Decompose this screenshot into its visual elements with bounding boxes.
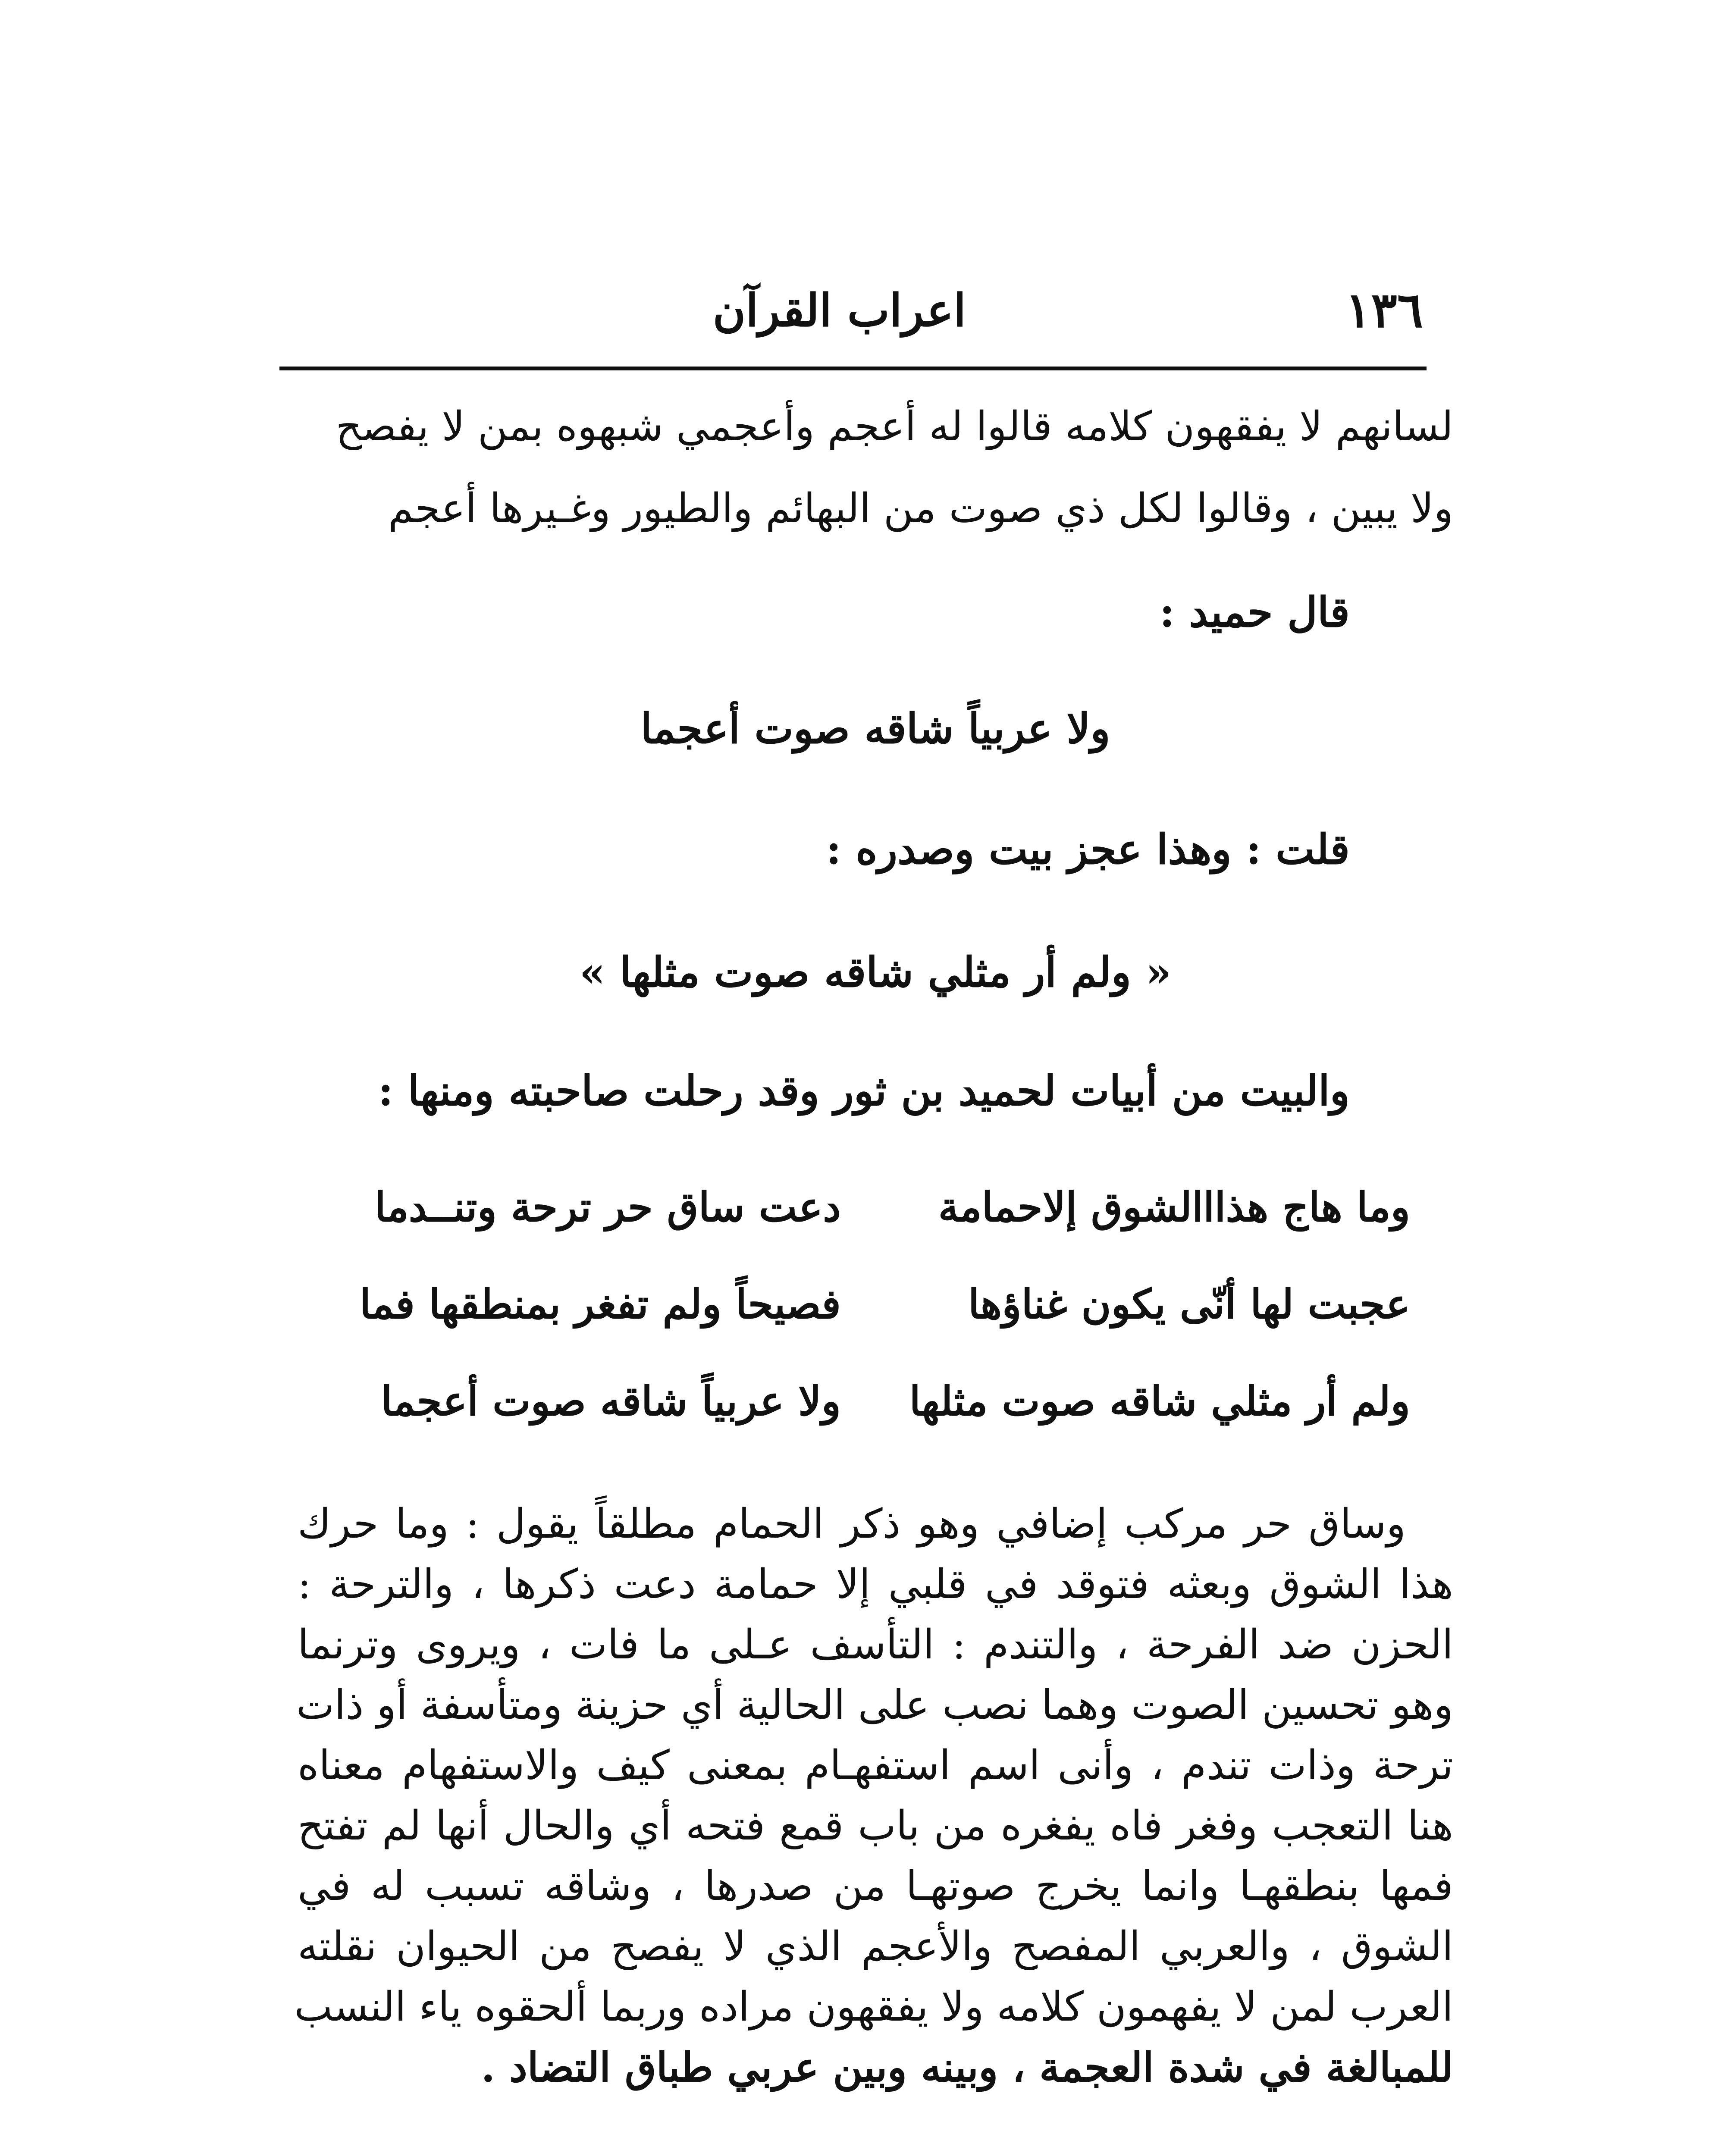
commentary-line-4: وهو تحسين الصوت وهما نصب على الحالية أي حزينة ومتأسفة أو ذات [296, 1682, 1453, 1729]
page-number: ١٣٦ [1345, 282, 1423, 338]
commentary-line-6: هنا التعجب وفغر فاه يفغره من باب قمع فتحه أي والحال أنها لم تفتح [298, 1802, 1453, 1849]
speaker-line: قال حميد : [1159, 588, 1350, 636]
commentary-line-9: العرب لمن لا يفهمون كلامه ولا يفقهون مراده وربما ألحقوه ياء النسب [294, 1984, 1453, 2031]
commentary-line-8: الشوق ، والعربي المفصح والأعجم الذي لا يفصح من الحيوان نقلته [298, 1923, 1453, 1970]
poem-verse-1 [341, 1175, 1410, 1240]
first-hemistich: « ولم أر مثلي شاقه صوت مثلها » [579, 948, 1172, 997]
header-divider [279, 367, 1427, 370]
commentary-line-1: وساق حر مركب إضافي وهو ذكر الحمام مطلقاً يقول : وما حرك [298, 1501, 1406, 1548]
note-line: قلت : وهذا عجز بيت وصدره : [826, 825, 1350, 874]
poem-verse-2-second-hemistich: فصيحاً ولم تفغر بمنطقها فما [360, 1281, 841, 1328]
commentary-line-2: هذا الشوق وبعثه فتوقد في قلبي إلا حمامة دعت ذكرها ، والترحة : [298, 1561, 1453, 1608]
commentary-line-10: للمبالغة في شدة العجمة ، وبينه وبين عربي طباق التضاد . [481, 2044, 1453, 2091]
intro-line-2: ولا يبين ، وقالوا لكل ذي صوت من البهائم والطيور وغـيرها أعجم [388, 485, 1453, 532]
commentary-line-5: ترحة وذات تندم ، وأنى اسم استفهـام بمعنى كيف والاستفهام معناه [298, 1742, 1453, 1789]
poem-verse-3-first-hemistich: ولم أر مثلي شاقه صوت مثلها [909, 1378, 1410, 1425]
poem-verse-3-second-hemistich: ولا عربياً شاقه صوت أعجما [381, 1378, 841, 1425]
quoted-hemistich: ولا عربياً شاقه صوت أعجما [640, 704, 1110, 753]
commentary-line-7: فمها بنطقهـا وانما يخرج صوتهـا من صدرها ، وشاقه تسبب له في [298, 1863, 1453, 1910]
commentary-paragraph [294, 1494, 1453, 2098]
poem-verse-2 [341, 1272, 1410, 1337]
intro-line-1: لسانهم لا يفقهون كلامه قالوا له أعجم وأعجمي شبهوه بمن لا يفصح [336, 403, 1453, 450]
poem-verse-2-first-hemistich: عجبت لها أنّى يكون غناؤها [968, 1281, 1410, 1328]
poem-verse-1-second-hemistich: دعت ساق حر ترحة وتنــدما [374, 1184, 841, 1231]
commentary-line-3: الحزن ضد الفرحة ، والتندم : التأسف عـلى ما فات ، ويروى وترنما [298, 1621, 1453, 1668]
page-header [280, 276, 1423, 349]
poem-verse-3 [341, 1369, 1410, 1434]
source-line: والبيت من أبيات لحميد بن ثور وقد رحلت صاحبته ومنها : [378, 1066, 1350, 1115]
poem-verse-1-first-hemistich: وما هاج هذااالشوق إلاحمامة [938, 1184, 1410, 1231]
running-title: اعراب القرآن [712, 284, 966, 337]
